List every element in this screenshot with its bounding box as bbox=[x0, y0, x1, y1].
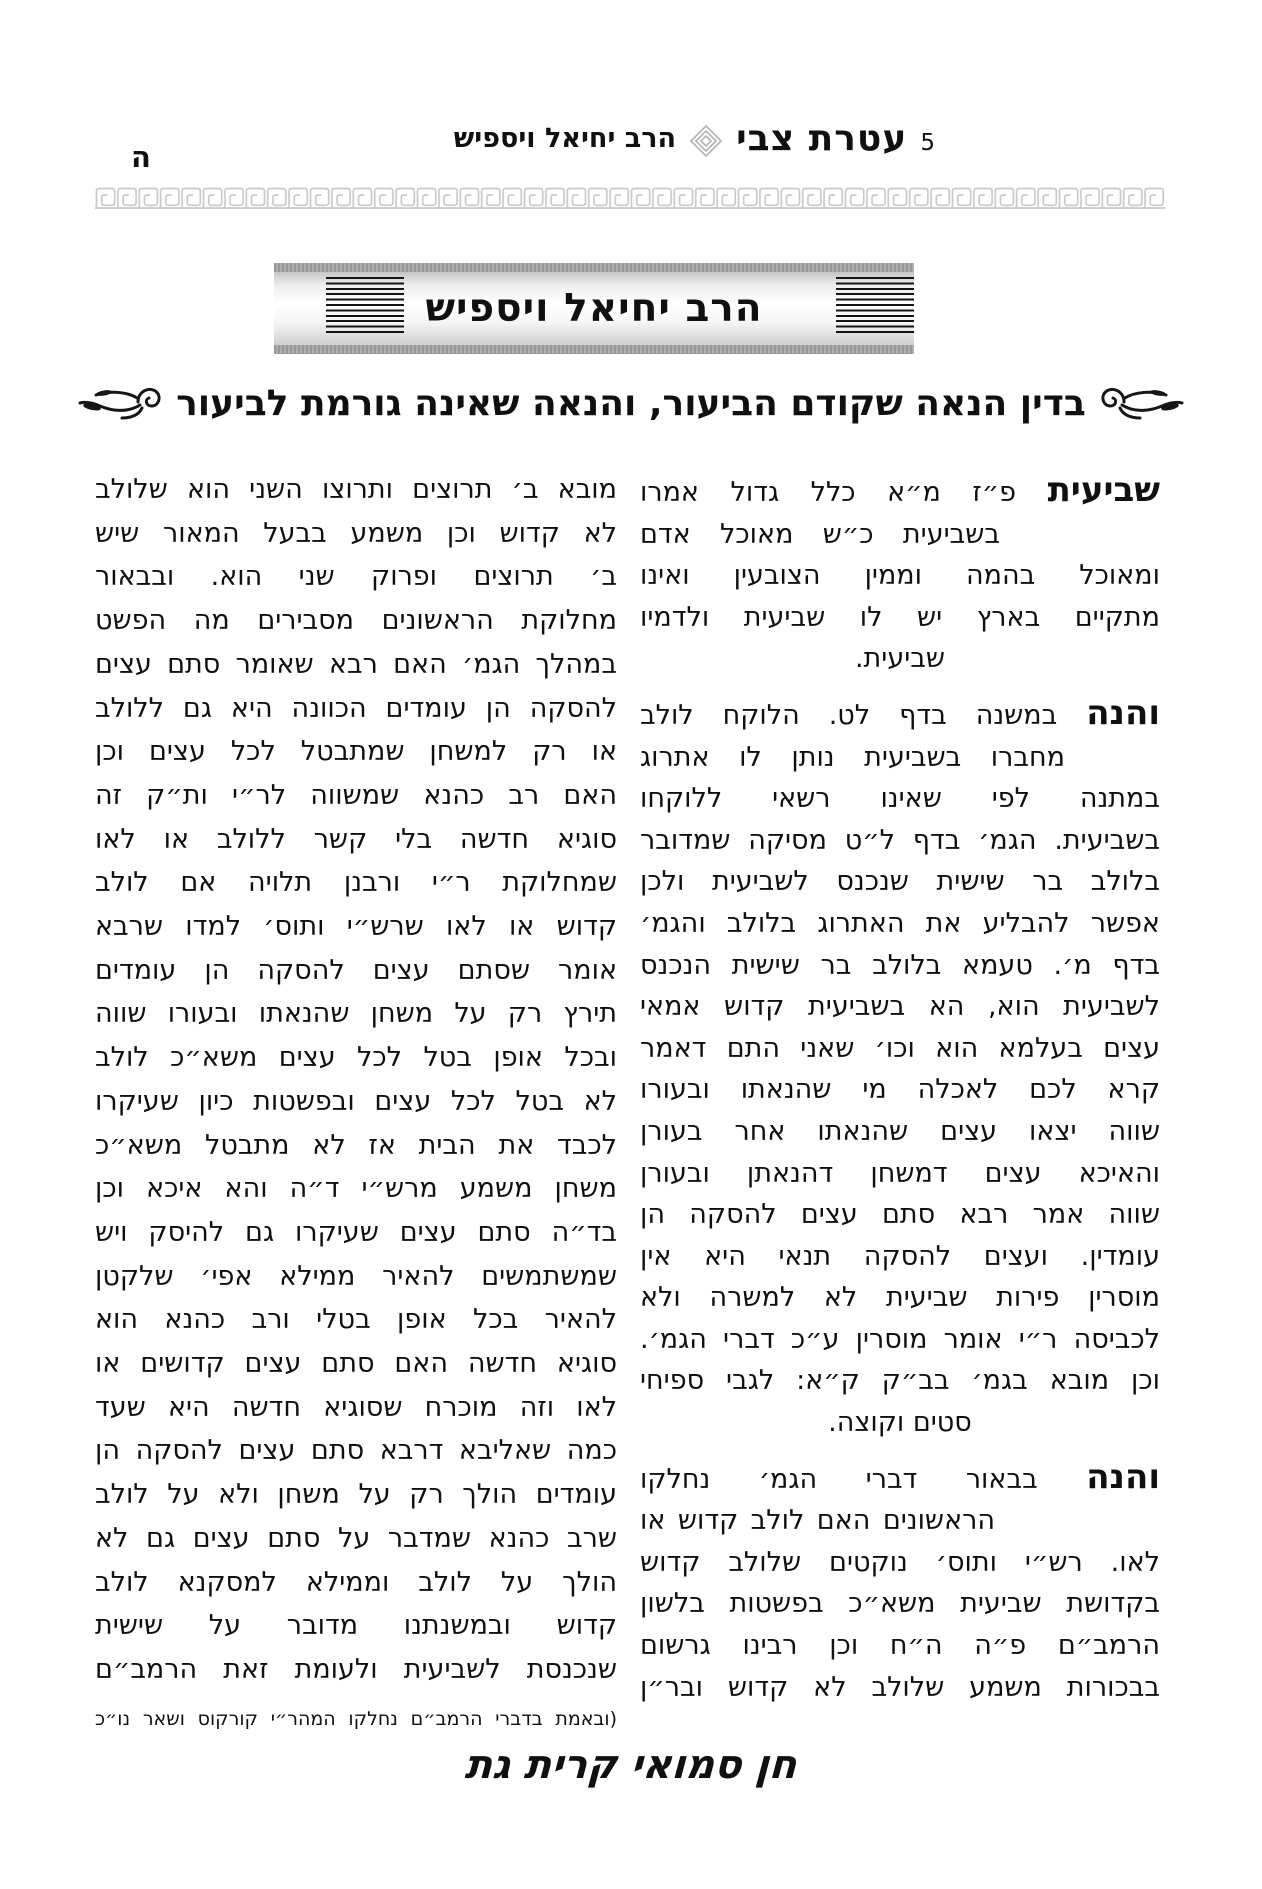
page-number: 5 bbox=[920, 129, 935, 156]
text-line: במהלך הגמ׳ האם רבא שאומר סתם עצים bbox=[95, 648, 617, 680]
paragraph-lead-word: והנה bbox=[1086, 1456, 1160, 1497]
text-line: במתנה לפי שאינו רשאי ללוקחו bbox=[640, 783, 1160, 815]
journal-title: עטרת צבי bbox=[736, 118, 908, 159]
text-line: כמה שאליבא דרבא סתם עצים להסקה הן bbox=[95, 1435, 617, 1467]
banner-body bbox=[274, 272, 914, 345]
paragraph bbox=[640, 1457, 1160, 1709]
text-line: הרמב״ם פ״ה ה״ח וכן רבינו גרשום bbox=[640, 1630, 1160, 1662]
text-line: או רק למשחן שמתבטל לכל עצים וכן bbox=[95, 736, 617, 768]
text-line: והנה בבאור דברי הגמ׳ נחלקו bbox=[640, 1456, 1160, 1497]
text-line: שמשתמשים להאיר ממילא אפי׳ שלקטן bbox=[95, 1260, 617, 1292]
text-line: מחברו בשביעית נותן לו אתרוג bbox=[640, 741, 1065, 773]
banner-hatch-left bbox=[326, 277, 404, 336]
text-line: שרב כהנא שמדבר על סתם עצים גם לא bbox=[95, 1522, 617, 1554]
text-line: וכן מובא בגמ׳ בב״ק ק״א: לגבי ספיחי bbox=[640, 1365, 1160, 1397]
folio-letter: ה bbox=[131, 140, 151, 174]
text-line: סוגיא חדשה בלי קשר ללולב או לאו bbox=[95, 823, 617, 855]
banner-author-title: הרב יחיאל ויספיש bbox=[425, 286, 763, 331]
text-line: בדף מ׳. טעמא בלולב בר שישית הנכנס bbox=[640, 949, 1160, 981]
text-column-right bbox=[640, 470, 1160, 1708]
text-line: קדוש או לאו שרש״י ותוס׳ למדו שרבא bbox=[95, 911, 617, 943]
text-line: לשביעית הוא, הא בשביעית קדוש אמאי bbox=[640, 991, 1160, 1023]
text-line: האם רב כהנא שמשווה לר״י ות״ק זה bbox=[95, 779, 617, 811]
greek-key-border bbox=[95, 187, 1165, 210]
banner-bottom-bar bbox=[274, 345, 914, 354]
text-line: שמחלוקת ר״י ורבנן תלויה אם לולב bbox=[95, 867, 617, 899]
text-line: בד״ה סתם עצים שעיקרו גם להיסק ויש bbox=[95, 1216, 617, 1248]
text-line: אומר שסתם עצים להסקה הן עומדים bbox=[95, 954, 617, 986]
text-line: הולך על לולב וממילא למסקנא לולב bbox=[95, 1566, 617, 1598]
text-line: קרא לכם לאכלה מי שהנאתו ובעורו bbox=[640, 1074, 1160, 1106]
text-line: עצים בעלמא הוא וכו׳ שאני התם דאמר bbox=[640, 1032, 1160, 1064]
paragraph bbox=[640, 693, 1160, 1444]
text-line: עומדים הולך רק על משחן ולא על לולב bbox=[95, 1479, 617, 1511]
text-line: והנה במשנה בדף לט. הלוקח לולב bbox=[640, 692, 1160, 733]
text-line: בשביעית כ״ש מאוכל אדם bbox=[640, 518, 1000, 550]
banner-top-bar bbox=[274, 263, 914, 272]
diamond-ornament-icon bbox=[689, 124, 723, 158]
text-line: והאיכא עצים דמשחן דהנאתן ובעורן bbox=[640, 1157, 1160, 1189]
text-line: סוגיא חדשה האם סתם עצים קדושים או bbox=[95, 1348, 617, 1380]
text-line: מחלוקת הראשונים מסבירים מה הפשט bbox=[95, 605, 617, 637]
text-line: לכביסה ר״י אומר מוסרין ע״כ דברי הגמ׳. bbox=[640, 1323, 1160, 1355]
text-line: מתקיים בארץ יש לו שביעית ולדמיו bbox=[640, 601, 1160, 633]
section-title: בדין הנאה שקודם הביעור, והנאה שאינה גורמת לביעור bbox=[176, 382, 1086, 424]
text-line: שנכנסת לשביעית ולעומת זאת הרמב״ם bbox=[95, 1653, 617, 1685]
text-line: בלולב בר שישית שנכנס לשביעית ולכן bbox=[640, 866, 1160, 898]
text-line: לא בטל לכל עצים ובפשטות כיון שעיקרו bbox=[95, 1085, 617, 1117]
handwritten-signature: חן סמואי קרית גת bbox=[463, 1742, 799, 1788]
author-banner bbox=[274, 263, 914, 354]
running-header-author: הרב יחיאל ויספיש bbox=[453, 123, 677, 154]
text-line: לא קדוש וכן משמע בבעל המאור שיש bbox=[95, 517, 617, 549]
paragraph bbox=[640, 470, 1160, 680]
banner-hatch-right bbox=[836, 277, 914, 336]
text-line: בבכורות משמע שלולב לא קדוש ובר״ן bbox=[640, 1671, 1160, 1703]
text-line: ובכל אופן בטל לכל עצים משא״כ לולב bbox=[95, 1042, 617, 1074]
running-header bbox=[454, 118, 935, 159]
text-line: הראשונים האם לולב קדוש או bbox=[640, 1505, 995, 1537]
text-line: שביעית פ״ז מ״א כלל גדול אמרו bbox=[640, 470, 1160, 510]
text-line: שווה יצאו עצים שהנאתו אחר בעורן bbox=[640, 1115, 1160, 1147]
paragraph-lead-word: והנה bbox=[1086, 692, 1160, 733]
text-line: מוסרין פירות שביעית לא למשרה ולא bbox=[640, 1282, 1160, 1314]
text-line: משחן משמע מרש״י ד״ה והא איכא וכן bbox=[95, 1173, 617, 1205]
text-line: להסקה הן עומדים הכוונה היא גם ללולב bbox=[95, 692, 617, 724]
text-line: אפשר להבליע את האתרוג בלולב והגמ׳ bbox=[640, 907, 1160, 939]
text-line: ב׳ תרוצים ופרוק שני הוא. ובבאור bbox=[95, 561, 617, 593]
text-line: סטים וקוצה. bbox=[828, 1407, 972, 1439]
text-line: לאו וזה מוכרח שסוגיא חדשה היא שעד bbox=[95, 1391, 617, 1423]
paragraph bbox=[95, 468, 617, 1692]
text-line: בשביעית. הגמ׳ בדף ל״ט מסיקה שמדובר bbox=[640, 824, 1160, 856]
text-column-left bbox=[95, 468, 617, 1732]
section-title-row bbox=[0, 380, 1262, 426]
text-line: שווה אמר רבא סתם עצים להסקה הן bbox=[640, 1199, 1160, 1231]
text-line: בקדושת שביעית משא״כ בפשטות בלשון bbox=[640, 1588, 1160, 1620]
footnote: (ובאמת בדברי הרמב״ם נחלקו המהר״י קורקוס ושאר נו״כ bbox=[95, 1707, 617, 1730]
text-line: לכבד את הבית אז לא מתבטל משא״כ bbox=[95, 1129, 617, 1161]
flourish-icon bbox=[78, 380, 162, 426]
text-line: תירץ רק על משחן שהנאתו ובעורו שווה bbox=[95, 998, 617, 1030]
text-line: קדוש ובמשנתנו מדובר על שישית bbox=[95, 1610, 617, 1642]
text-line: לאו. רש״י ותוס׳ נוקטים שלולב קדוש bbox=[640, 1546, 1160, 1578]
text-line: עומדין. ועצים להסקה תנאי היא אין bbox=[640, 1240, 1160, 1272]
text-line: שביעית. bbox=[854, 643, 946, 675]
text-line: ומאוכל בהמה וממין הצובעין ואינו bbox=[640, 560, 1160, 592]
flourish-icon bbox=[1100, 380, 1184, 426]
text-line: להאיר בכל אופן בטלי ורב כהנא הוא bbox=[95, 1304, 617, 1336]
paragraph-lead-word: שביעית bbox=[1047, 470, 1160, 510]
text-line: מובא ב׳ תרוצים ותרוצו השני הוא שלולב bbox=[95, 474, 617, 505]
